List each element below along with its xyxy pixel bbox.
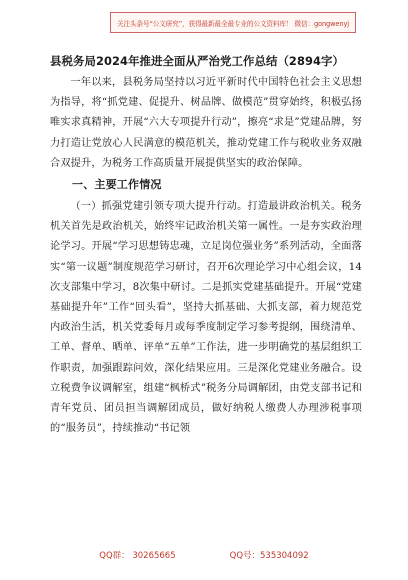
- footer: [0, 549, 408, 561]
- intro-paragraph: 一年以来，县税务局坚持以习近平新时代中国特色社会主义思想为指导，将“抓党建、促提升、树品牌、做模范”贯穿始终，积极弘扬唯实求真精神，开展“六大专项提升行动”，擦亮“求是”党建品牌，努力打造让党放心人民满意的模范机关，推动党建工作与税收业务双融合双提升，为税务工作高质量开展提供坚实的政治保障。: [50, 77, 362, 169]
- document-body: [50, 53, 362, 439]
- document-title: 县税务局2024年推进全面从严治党工作总结（2894字）: [50, 54, 345, 68]
- banner-text: 关注头条号“公文研究”，获得最新最全最专业的公文资料库！ 微信：gongwenyj: [117, 19, 349, 28]
- footer-qq-number: QQ号：535304092: [229, 551, 309, 561]
- section-paragraph: （一）抓强党建引领专项大提升行动。打造最讲政治机关。税务机关首先是政治机关，始终牢记政治机关第一属性。一是夯实政治理论学习。开展“学习思想铸忠魂，立足岗位强业务”系列活动，全面落实“第一议题”制度规范学习研讨，召开6次理论学习中心组会议，14次支部集中学习，8次集中研讨。二是抓实党建基础提升。开展“党建基础提升年”工作“回头看”，坚持大抓基础、大抓支部，着力规范党内政治生活，机关党委每月或每季度制定学习参考提纲，围绕清单、工单、督单、晒单、评单“五单”工作法，进一步明确党的基层组织工作职责，加强跟踪问效，深化结果应用。三是深化党建业务融合。设立税费争议调解室，组建“枫桥式”税务分局调解团，由党支部书记和青年党员、团员担当调解团成员，做好纳税人缴费人办理涉税事项的“服务员”，持续推动“书记领: [50, 201, 362, 435]
- header-banner: [110, 12, 356, 33]
- section-heading: 一、主要工作情况: [72, 178, 162, 192]
- footer-qq-group: QQ群： 30265665: [99, 551, 176, 561]
